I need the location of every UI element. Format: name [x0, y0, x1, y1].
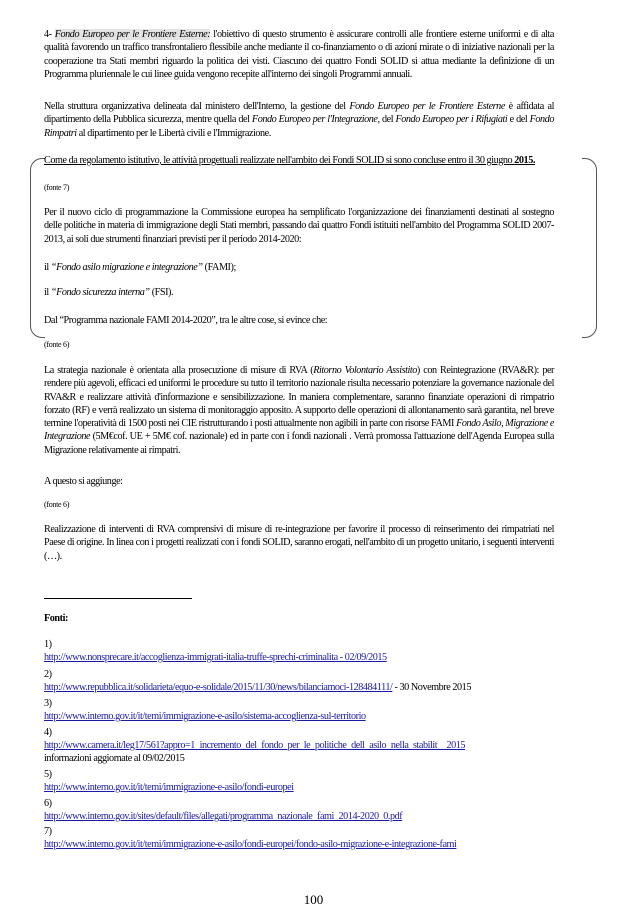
paragraph-struttura	[44, 100, 554, 140]
text-run: , del	[377, 114, 396, 126]
source-link[interactable]: http://www.interno.gov.it/it/temi/immigrazione-e-asilo/sistema-accoglienza-sul-territorio	[44, 711, 366, 722]
source-number: 5)	[44, 769, 52, 780]
source-link[interactable]: http://www.nonsprecare.it/accoglienza-immigrati-italia-truffe-sprechi-criminalita - 02/09/2015	[44, 652, 387, 663]
text-run-italic: Fondo Europeo per i Rifugiati	[395, 114, 508, 126]
text-run-bold: 2015.	[514, 155, 535, 166]
text-run: il	[44, 287, 51, 298]
text-run: La strategia nazionale è orientata alla prosecuzione di misure di RVA (	[44, 365, 314, 376]
bracket-right	[582, 158, 597, 338]
footnote-separator	[44, 598, 192, 599]
source-note: informazioni aggiornate al 09/02/2015	[44, 753, 185, 764]
text-run-italic: Fondo Asilo, Migrazione e Integrazione	[44, 418, 554, 443]
text-run-italic: Ritorno Volontario Assistito	[313, 365, 417, 376]
source-number: 7)	[44, 826, 52, 837]
paragraph-regolamento	[44, 154, 554, 167]
source-number: 1)	[44, 639, 52, 650]
paragraph-aggiunge: A questo si aggiunge:	[44, 476, 123, 487]
sources-title: Fonti:	[44, 613, 68, 624]
paragraph-realizzazione: Realizzazione di interventi di RVA comprensivi di misure di re-integrazione per favorire il processo di reinserimento dei rimpatriati nel Paese di origine. In linea con i progetti realizzati con i fondi SOLID, saranno erogati, nell'ambito di un progetto unitario, i seguenti interventi (…).	[44, 524, 554, 562]
source-item	[44, 710, 564, 723]
source-item	[44, 781, 564, 794]
source-link[interactable]: http://www.camera.it/leg17/561?appro=1_incremento_del_fondo_per_le_politiche_dell_asilo_nella_stabilit__2015	[44, 740, 466, 751]
paragraph-programma: Dal “Programma nazionale FAMI 2014-2020”, tra le altre cose, si evince che:	[44, 315, 328, 326]
source-number: 3)	[44, 698, 52, 709]
text-run: (FSI).	[149, 287, 174, 298]
paragraph-text: l'obiettivo di questo strumento è assicurare controlli alle frontiere esterne uniformi e di alta qualità favorendo un traffico transfrontaliero flessibile anche mediante il co-finanziamento o di azioni mirate o di iniziative nazionali per la cooperazione tra Stati membri riguardo la politica dei visti. Ciascuno dei quattro Fondi SOLID si attua mediante la definizione di un Programma pluriennale le cui linee guida vengono recepite all'interno dei singoli Programmi annuali.	[44, 29, 554, 80]
text-run-italic: “Fondo sicurezza interna”	[50, 287, 150, 298]
text-run-italic: Fondo Europeo per le Frontiere Esterne	[349, 101, 505, 112]
text-run: e del	[507, 114, 530, 126]
source-item	[44, 739, 564, 752]
bracket-left	[30, 158, 45, 338]
source-item	[44, 681, 564, 694]
fund-title: Fondo Europeo per le Frontiere Esterne:	[54, 29, 211, 40]
paragraph-ciclo: Per il nuovo ciclo di programmazione la Commissione europea ha semplificato l'organizzazione dei finanziamenti destinati al sostegno delle politiche in materia di immigrazione degli Stati membri, passando dai quattro Fondi istituiti nell'ambito del Programma SOLID 2007-2013, ai soli due strumenti finanziari previsti per il periodo 2014-2020:	[44, 207, 554, 245]
source-item	[44, 651, 564, 664]
source-link[interactable]: http://www.interno.gov.it/it/temi/immigrazione-e-asilo/fondi-europei/fondo-asilo-migrazione-e-integrazione-fami	[44, 839, 457, 850]
source-link[interactable]: http://www.interno.gov.it/it/temi/immigrazione-e-asilo/fondi-europei	[44, 782, 294, 793]
text-run: al dipartimento per le Libertà civili e l'Immigrazione.	[76, 127, 271, 139]
source-ref: (fonte 7)	[44, 183, 70, 192]
list-number: 4-	[44, 29, 55, 40]
text-run: Nella struttura organizzativa delineata dal ministero dell'Interno, la gestione del	[44, 101, 350, 112]
source-note: - 30 Novembre 2015	[392, 682, 471, 693]
text-run: ) con Reintegrazione (RVA&R): per rendere più agevoli, efficaci ed uniformi le procedure su tutto il territorio nazionale risulta necessario potenziare la governance nazionale del RVA&R e realizzare attività d'informazione e sensibilizzazione. In maniera complementare, saranno finanziate operazioni di rimpatrio forzato (RF) e verrà realizzato un sistema di monitoraggio apposito. A supporto delle operazioni di allontanamento sarà garantita, nel breve termine l'operatività di 1500 posti nei CIE ristrutturando i posti attualmente non agibili in parte con risorse FAMI	[44, 365, 554, 430]
paragraph-strategia	[44, 364, 554, 457]
source-link[interactable]: http://www.interno.gov.it/sites/default/files/allegati/programma_nazionale_fami_2014-2020_0.pdf	[44, 811, 403, 822]
source-number: 2)	[44, 669, 52, 680]
list-item-fsi	[44, 286, 554, 299]
source-item	[44, 838, 564, 851]
source-number: 4)	[44, 727, 52, 738]
page-number: 100	[303, 892, 324, 907]
text-run: il	[44, 262, 51, 273]
source-link[interactable]: http://www.repubblica.it/solidarieta/equo-e-solidale/2015/11/30/news/bilanciamoci-128484111/	[44, 682, 393, 693]
source-ref: (fonte 6)	[44, 340, 70, 349]
source-item	[44, 810, 564, 823]
source-number: 6)	[44, 798, 52, 809]
text-run: (FAMI);	[202, 262, 236, 273]
text-run-italic: Fondo Rimpatri	[44, 114, 554, 139]
text-run: è affidata al dipartimento della Pubblica sicurezza, mentre quella del	[44, 101, 554, 126]
text-run-italic: “Fondo asilo migrazione e integrazione”	[50, 262, 203, 273]
text-run-italic: Fondo Europeo per l'Integrazione	[251, 114, 378, 126]
text-run: Come da regolamento istitutivo, le attività progettuali realizzate nell'ambito dei Fondi SOLID si sono concluse entro il 30 giugno	[44, 155, 515, 166]
list-item-fami	[44, 261, 554, 274]
paragraph-frontiere	[44, 28, 554, 81]
source-ref: (fonte 6)	[44, 500, 70, 509]
text-run: (5M€cof. UE + 5M€ cof. nazionale) ed in parte con i fondi nazionali . Verrà promossa l'attuazione dell'Agenda Europea sulla Migrazione relativamente ai rimpatri.	[44, 431, 554, 456]
